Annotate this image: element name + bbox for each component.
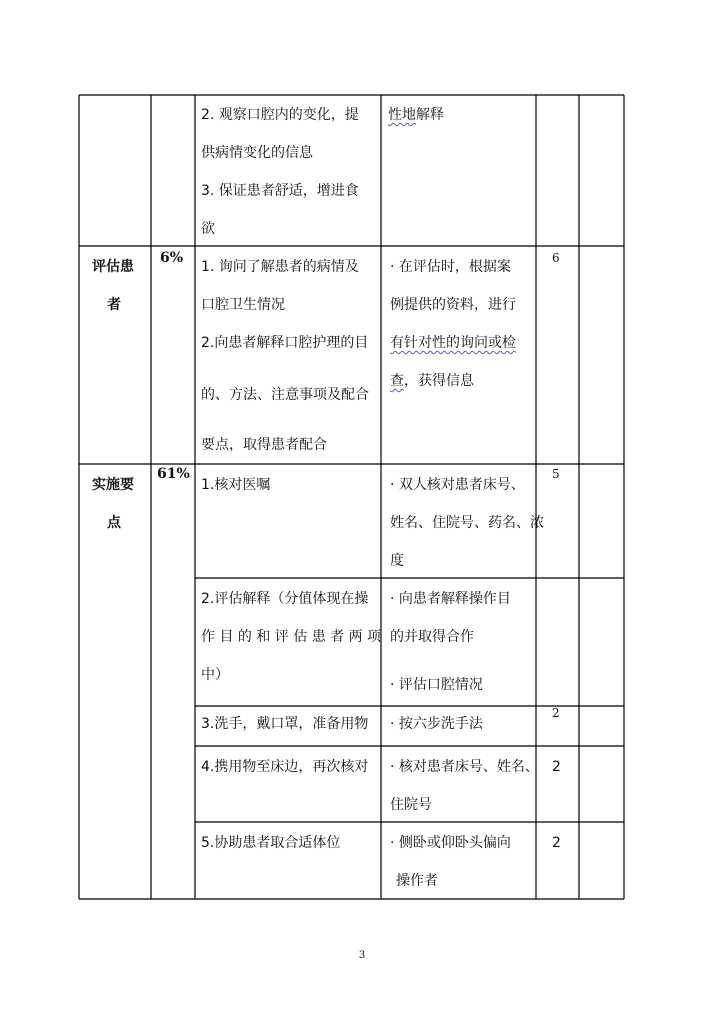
criteria-text: · 在评估时，根据案 [390, 259, 511, 275]
criteria-text: 姓名、住院号、药名、浓 [390, 515, 544, 531]
requirement-text: 的、方法、注意事项及配合 [201, 387, 369, 403]
criteria-rest: 解释 [416, 107, 444, 123]
score-value: 6 [552, 251, 560, 265]
requirement-text: 要点，取得患者配合 [201, 437, 327, 453]
requirement-text: 2.向患者解释口腔护理的目 [201, 335, 369, 351]
requirement-text: 4.携用物至床边，再次核对 [201, 759, 369, 775]
criteria-text: · 双人核对患者床号、 [390, 477, 525, 493]
criteria-text: 的并取得合作 [390, 629, 474, 645]
requirement-text: 3. 保证患者舒适，增进食 [201, 183, 359, 199]
score-value: 5 [552, 467, 560, 481]
requirement-text: 3.洗手，戴口罩，准备用物 [201, 716, 369, 732]
requirement-text: 2.评估解释（分值体现在操 [201, 591, 369, 607]
requirement-text: 作 目 的 和 评 估 患 者 两 项 [201, 629, 382, 645]
requirement-text: 5.协助患者取合适体位 [201, 835, 341, 851]
criteria-text: 例提供的资料，进行 [390, 297, 516, 313]
criteria-text: 操作者 [396, 873, 438, 889]
criteria-rest: ，获得信息 [404, 373, 474, 389]
criteria-text: · 向患者解释操作目 [390, 591, 511, 607]
item-label: 点 [107, 515, 121, 531]
score-value: 2 [552, 759, 561, 775]
criteria-text: · 按六步洗手法 [390, 716, 483, 732]
requirement-text: 2. 观察口腔内的变化，提 [201, 107, 359, 123]
criteria-text [388, 107, 444, 123]
criteria-text [390, 373, 474, 389]
criteria-text: · 核对患者床号、姓名、 [390, 759, 539, 775]
criteria-underlined: 性地 [388, 107, 416, 123]
requirement-text: 1.核对医嘱 [201, 477, 271, 493]
requirement-text: 欲 [201, 221, 215, 237]
weight-value: 61% [157, 466, 190, 482]
criteria-text: · 评估口腔情况 [390, 677, 483, 693]
page-number: 3 [358, 950, 366, 961]
item-label: 实施要 [92, 477, 134, 493]
criteria-underlined: 查 [390, 373, 404, 389]
score-value: 2 [552, 706, 560, 720]
requirement-text: 口腔卫生情况 [201, 297, 285, 313]
requirement-text: 中） [201, 667, 229, 683]
requirement-text: 供病情变化的信息 [201, 145, 313, 161]
weight-value: 6% [160, 250, 184, 266]
item-label: 者 [107, 297, 121, 313]
criteria-text: · 侧卧或仰卧头偏向 [390, 835, 511, 851]
criteria-underlined: 有针对性的询问或检 [390, 335, 516, 351]
requirement-text: 1. 询问了解患者的病情及 [201, 259, 359, 275]
item-label: 评估患 [92, 259, 134, 275]
score-value: 2 [552, 835, 561, 851]
criteria-text: 度 [390, 553, 404, 569]
criteria-text: 住院号 [390, 797, 432, 813]
